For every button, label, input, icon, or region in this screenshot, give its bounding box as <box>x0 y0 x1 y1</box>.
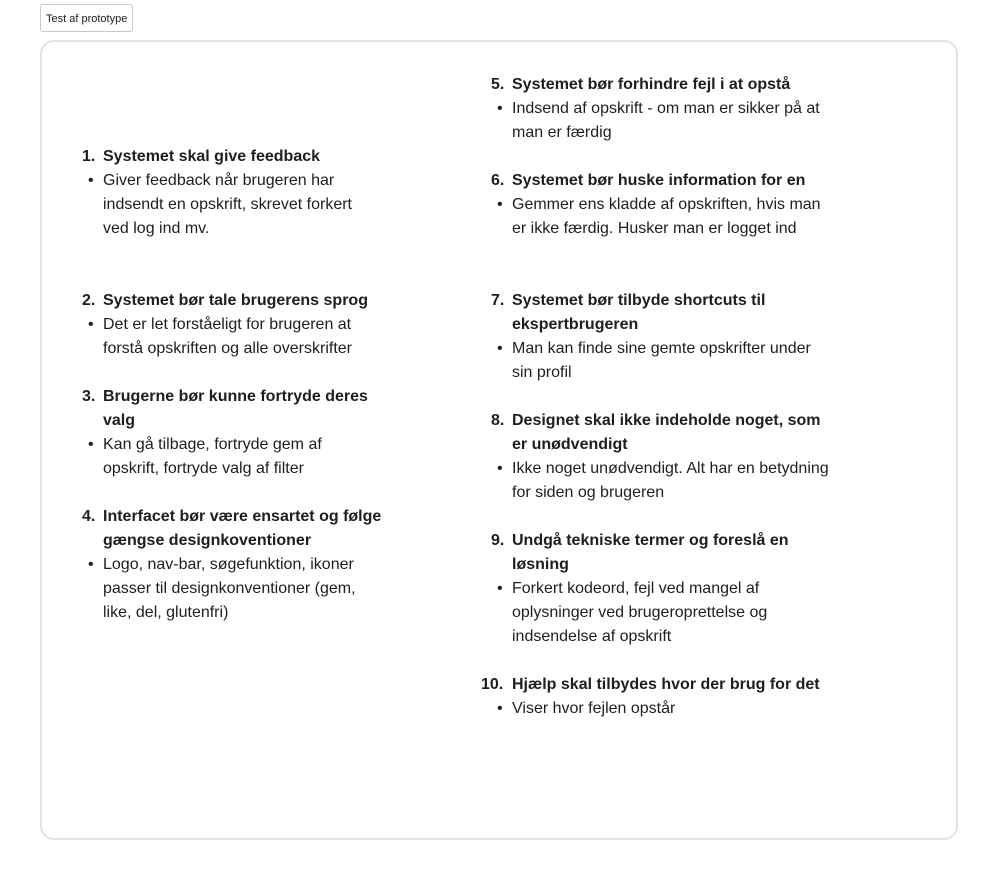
principle-heading <box>491 409 831 457</box>
principle-2 <box>82 289 382 361</box>
principle-title: Systemet bør forhindre fejl i at opstå <box>512 76 791 93</box>
principle-bullets <box>82 169 382 241</box>
principle-number: 6. <box>491 172 505 189</box>
principle-bullets <box>82 313 382 361</box>
principle-bullet: • Man kan finde sine gemte opskrifter under sin profil <box>491 337 831 385</box>
principle-title: Designet skal ikke indeholde noget, som er unødvendigt <box>512 412 821 453</box>
principle-bullets <box>491 97 831 145</box>
principle-title: Systemet bør tilbyde shortcuts til ekspertbrugeren <box>512 292 766 333</box>
principle-number: 8. <box>491 412 505 429</box>
principle-title: Interfacet bør være ensartet og følge gængse designkoventioner <box>103 508 382 549</box>
principle-bullets <box>82 433 382 481</box>
principle-bullet: • Forkert kodeord, fejl ved mangel af oplysninger ved brugeroprettelse og indsendelse af opskrift <box>491 577 831 649</box>
principle-5 <box>491 73 831 145</box>
principle-title: Hjælp skal tilbydes hvor der brug for det <box>512 676 820 693</box>
principle-title: Systemet bør huske information for en <box>512 172 806 189</box>
principle-heading <box>82 145 382 169</box>
principle-9 <box>491 529 831 649</box>
principle-number: 4. <box>82 508 96 525</box>
principle-heading <box>491 73 831 97</box>
principle-number: 10. <box>481 676 504 693</box>
principle-bullet: • Logo, nav-bar, søgefunktion, ikoner passer til designkonventioner (gem, like, del, glutenfri) <box>82 553 382 625</box>
principle-heading <box>481 673 831 697</box>
principle-7 <box>491 289 831 385</box>
principle-heading <box>491 289 831 337</box>
principle-bullets <box>491 193 831 241</box>
principle-heading <box>82 385 382 433</box>
principle-title: Undgå tekniske termer og foreslå en løsning <box>512 532 789 573</box>
principle-title: Systemet skal give feedback <box>103 148 321 165</box>
principle-title: Systemet bør tale brugerens sprog <box>103 292 368 309</box>
principle-bullets <box>491 457 831 505</box>
principle-number: 7. <box>491 292 505 309</box>
principle-bullet: • Viser hvor fejlen opstår <box>491 697 831 721</box>
principle-number: 9. <box>491 532 505 549</box>
principle-10 <box>481 673 831 721</box>
principle-3 <box>82 385 382 481</box>
principle-bullet: • Ikke noget unødvendigt. Alt har en betydning for siden og brugeren <box>491 457 831 505</box>
principle-bullet: • Det er let forståeligt for brugeren at forstå opskriften og alle overskrifter <box>82 313 382 361</box>
principle-bullet: • Giver feedback når brugeren har indsendt en opskrift, skrevet forkert ved log ind mv. <box>82 169 382 241</box>
principle-bullets <box>491 577 831 649</box>
principle-number: 5. <box>491 76 505 93</box>
principle-title: Brugerne bør kunne fortryde deres valg <box>103 388 368 429</box>
principle-bullets <box>491 697 831 721</box>
principle-bullet: • Indsend af opskrift - om man er sikker på at man er færdig <box>491 97 831 145</box>
frame-label[interactable]: Test af prototype <box>40 4 133 32</box>
principle-number: 2. <box>82 292 96 309</box>
principle-1 <box>82 145 382 241</box>
principle-number: 1. <box>82 148 96 165</box>
principle-6 <box>491 169 831 241</box>
principle-bullet: • Gemmer ens kladde af opskriften, hvis man er ikke færdig. Husker man er logget ind <box>491 193 831 241</box>
principle-heading <box>491 169 831 193</box>
principle-heading <box>82 505 382 553</box>
prototype-test-card <box>40 40 958 840</box>
principle-heading <box>491 529 831 577</box>
principle-bullet: • Kan gå tilbage, fortryde gem af opskrift, fortryde valg af filter <box>82 433 382 481</box>
principle-4 <box>82 505 382 625</box>
principle-heading <box>82 289 382 313</box>
principle-number: 3. <box>82 388 96 405</box>
principle-8 <box>491 409 831 505</box>
principle-bullets <box>491 337 831 385</box>
principle-bullets <box>82 553 382 625</box>
